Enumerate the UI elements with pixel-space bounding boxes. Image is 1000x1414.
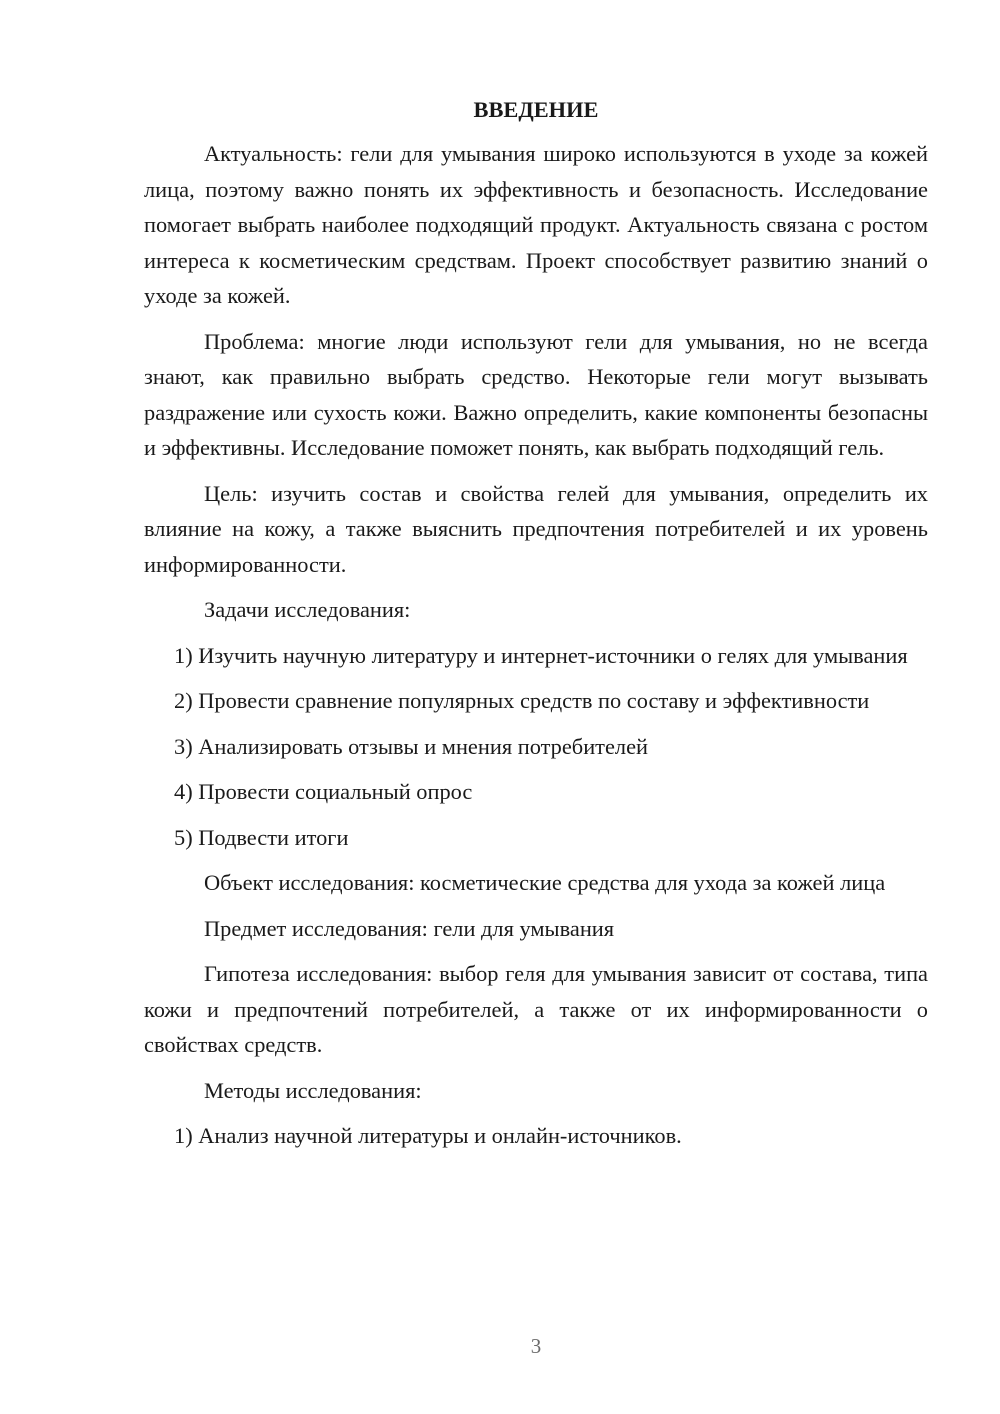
method-item: 1) Анализ научной литературы и онлайн-источников.	[174, 1123, 682, 1148]
methods-title: Методы исследования:	[204, 1077, 422, 1103]
page-content	[144, 92, 928, 1164]
page-title: ВВЕДЕНИЕ	[473, 97, 599, 122]
task-item: 2) Провести сравнение популярных средств по составу и эффективности	[174, 688, 870, 713]
task-item: 5) Подвести итоги	[174, 824, 349, 850]
tasks-title: Задачи исследования:	[204, 597, 411, 622]
object-paragraph: Объект исследования: косметические средства для ухода за кожей лица	[204, 870, 886, 895]
task-item: 4) Провести социальный опрос	[174, 779, 473, 804]
subject-paragraph: Предмет исследования: гели для умывания	[204, 915, 615, 941]
task-item: 3) Анализировать отзывы и мнения потребителей	[174, 733, 648, 759]
hypothesis-paragraph: Гипотеза исследования: выбор геля для умывания зависит от состава, типа кожи и предпочтений потребителей, а также от их информированности о свойствах средств.	[144, 961, 928, 1057]
goal-paragraph: Цель: изучить состав и свойства гелей для умывания, определить их влияние на кожу, а также выяснить предпочтения потребителей и их уровень информированности.	[144, 480, 928, 577]
task-item: 1) Изучить научную литературу и интернет-источники о гелях для умывания	[174, 642, 908, 668]
relevance-paragraph: Актуальность: гели для умывания широко используются в уходе за кожей лица, поэтому важно понять их эффективность и безопасность. Исследование помогает выбрать наиболее подходящий продукт. Актуальность связана с ростом интереса к косметическим средствам. Проект способствует развитию знаний о уходе за кожей.	[144, 141, 928, 308]
problem-paragraph: Проблема: многие люди используют гели для умывания, но не всегда знают, как правильно выбрать средство. Некоторые гели могут вызывать раздражение или сухость кожи. Важно определить, какие компоненты безопасны и эффективны. Исследование поможет понять, как выбрать подходящий гель.	[144, 328, 928, 460]
page-number: 3	[530, 1334, 542, 1358]
